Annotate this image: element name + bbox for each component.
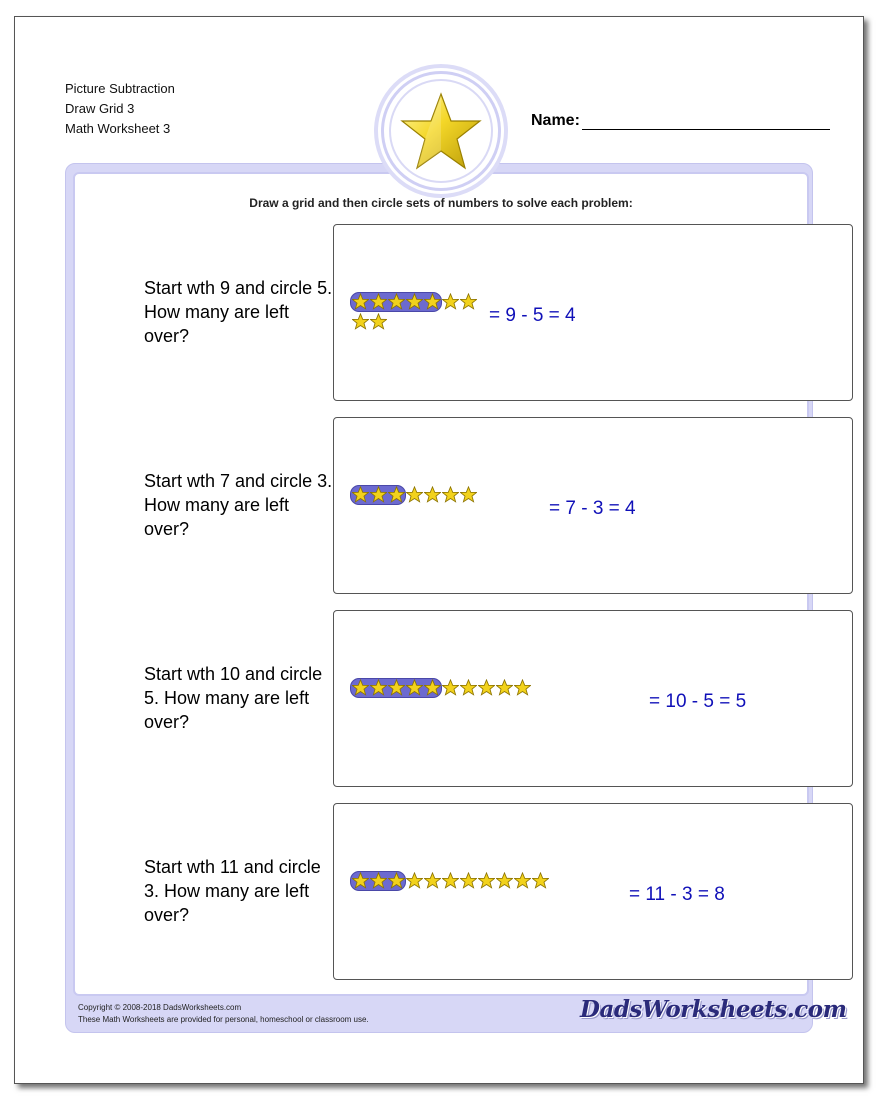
star-icon — [387, 484, 405, 504]
star-icon — [477, 677, 495, 697]
problem-answer-box — [333, 417, 853, 594]
star-group — [351, 484, 477, 504]
star-row — [351, 677, 531, 697]
answer-equation: = 10 - 5 = 5 — [649, 691, 747, 712]
star-group — [351, 677, 531, 697]
star-medallion — [381, 71, 501, 191]
star-icon — [405, 677, 423, 697]
star-icon — [459, 677, 477, 697]
dadsworksheets-logo: DadsWorksheets.com — [580, 996, 847, 1023]
worksheet-title: Picture Subtraction — [65, 81, 175, 96]
problem-text: Start wth 7 and circle 3. How many are left over? — [144, 471, 333, 539]
star-icon — [477, 870, 495, 890]
star-row — [351, 311, 477, 331]
star-icon — [441, 484, 459, 504]
worksheet-subtitle: Draw Grid 3 — [65, 101, 135, 116]
star-icon — [513, 870, 531, 890]
answer-equation: = 11 - 3 = 8 — [629, 884, 725, 905]
name-field — [531, 111, 830, 130]
star-icon — [513, 677, 531, 697]
star-row — [351, 291, 477, 311]
problem-answer-box — [333, 224, 853, 401]
problem-answer-box — [333, 803, 853, 980]
star-icon — [387, 870, 405, 890]
problem-text: Start wth 10 and circle 5. How many are left over? — [144, 664, 323, 732]
answer-equation: = 9 - 5 = 4 — [489, 305, 576, 326]
star-icon — [369, 484, 387, 504]
star-icon — [423, 677, 441, 697]
usage-notice: These Math Worksheets are provided for personal, homeschool or classroom use. — [78, 1015, 369, 1024]
worksheet-frame — [65, 163, 847, 1033]
star-icon — [351, 677, 369, 697]
star-icon — [351, 311, 369, 331]
star-icon — [351, 870, 369, 890]
star-icon — [405, 484, 423, 504]
instructions: Draw a grid and then circle sets of numbers to solve each problem: — [249, 196, 633, 210]
star-icon — [441, 870, 459, 890]
star-group — [351, 870, 549, 890]
star-icon — [369, 870, 387, 890]
star-icon — [495, 677, 513, 697]
star-icon — [351, 484, 369, 504]
star-icon — [369, 677, 387, 697]
worksheet-number: Math Worksheet 3 — [65, 121, 171, 136]
star-icon — [423, 870, 441, 890]
star-icon — [387, 677, 405, 697]
star-icon — [399, 91, 483, 171]
star-icon — [441, 291, 459, 311]
star-icon — [423, 291, 441, 311]
star-icon — [351, 291, 369, 311]
star-icon — [459, 484, 477, 504]
star-row — [351, 870, 549, 890]
problem-area — [73, 172, 809, 996]
star-icon — [459, 291, 477, 311]
footer-notice — [78, 1002, 369, 1026]
worksheet-page — [14, 16, 864, 1084]
star-icon — [459, 870, 477, 890]
star-icon — [441, 677, 459, 697]
star-icon — [405, 291, 423, 311]
star-icon — [495, 870, 513, 890]
star-icon — [405, 870, 423, 890]
star-group — [351, 291, 477, 331]
copyright-text: Copyright © 2008-2018 DadsWorksheets.com — [78, 1003, 242, 1012]
answer-equation: = 7 - 3 = 4 — [549, 498, 636, 519]
name-label: Name: — [531, 112, 580, 129]
star-icon — [387, 291, 405, 311]
problem-text: Start wth 11 and circle 3. How many are left over? — [144, 857, 321, 925]
problem-answer-box — [333, 610, 853, 787]
star-icon — [369, 311, 387, 331]
star-icon — [369, 291, 387, 311]
star-row — [351, 484, 477, 504]
name-blank-line — [582, 111, 830, 130]
star-icon — [531, 870, 549, 890]
problem-text: Start wth 9 and circle 5. How many are left over? — [144, 278, 333, 346]
star-icon — [423, 484, 441, 504]
worksheet-info — [65, 79, 175, 139]
